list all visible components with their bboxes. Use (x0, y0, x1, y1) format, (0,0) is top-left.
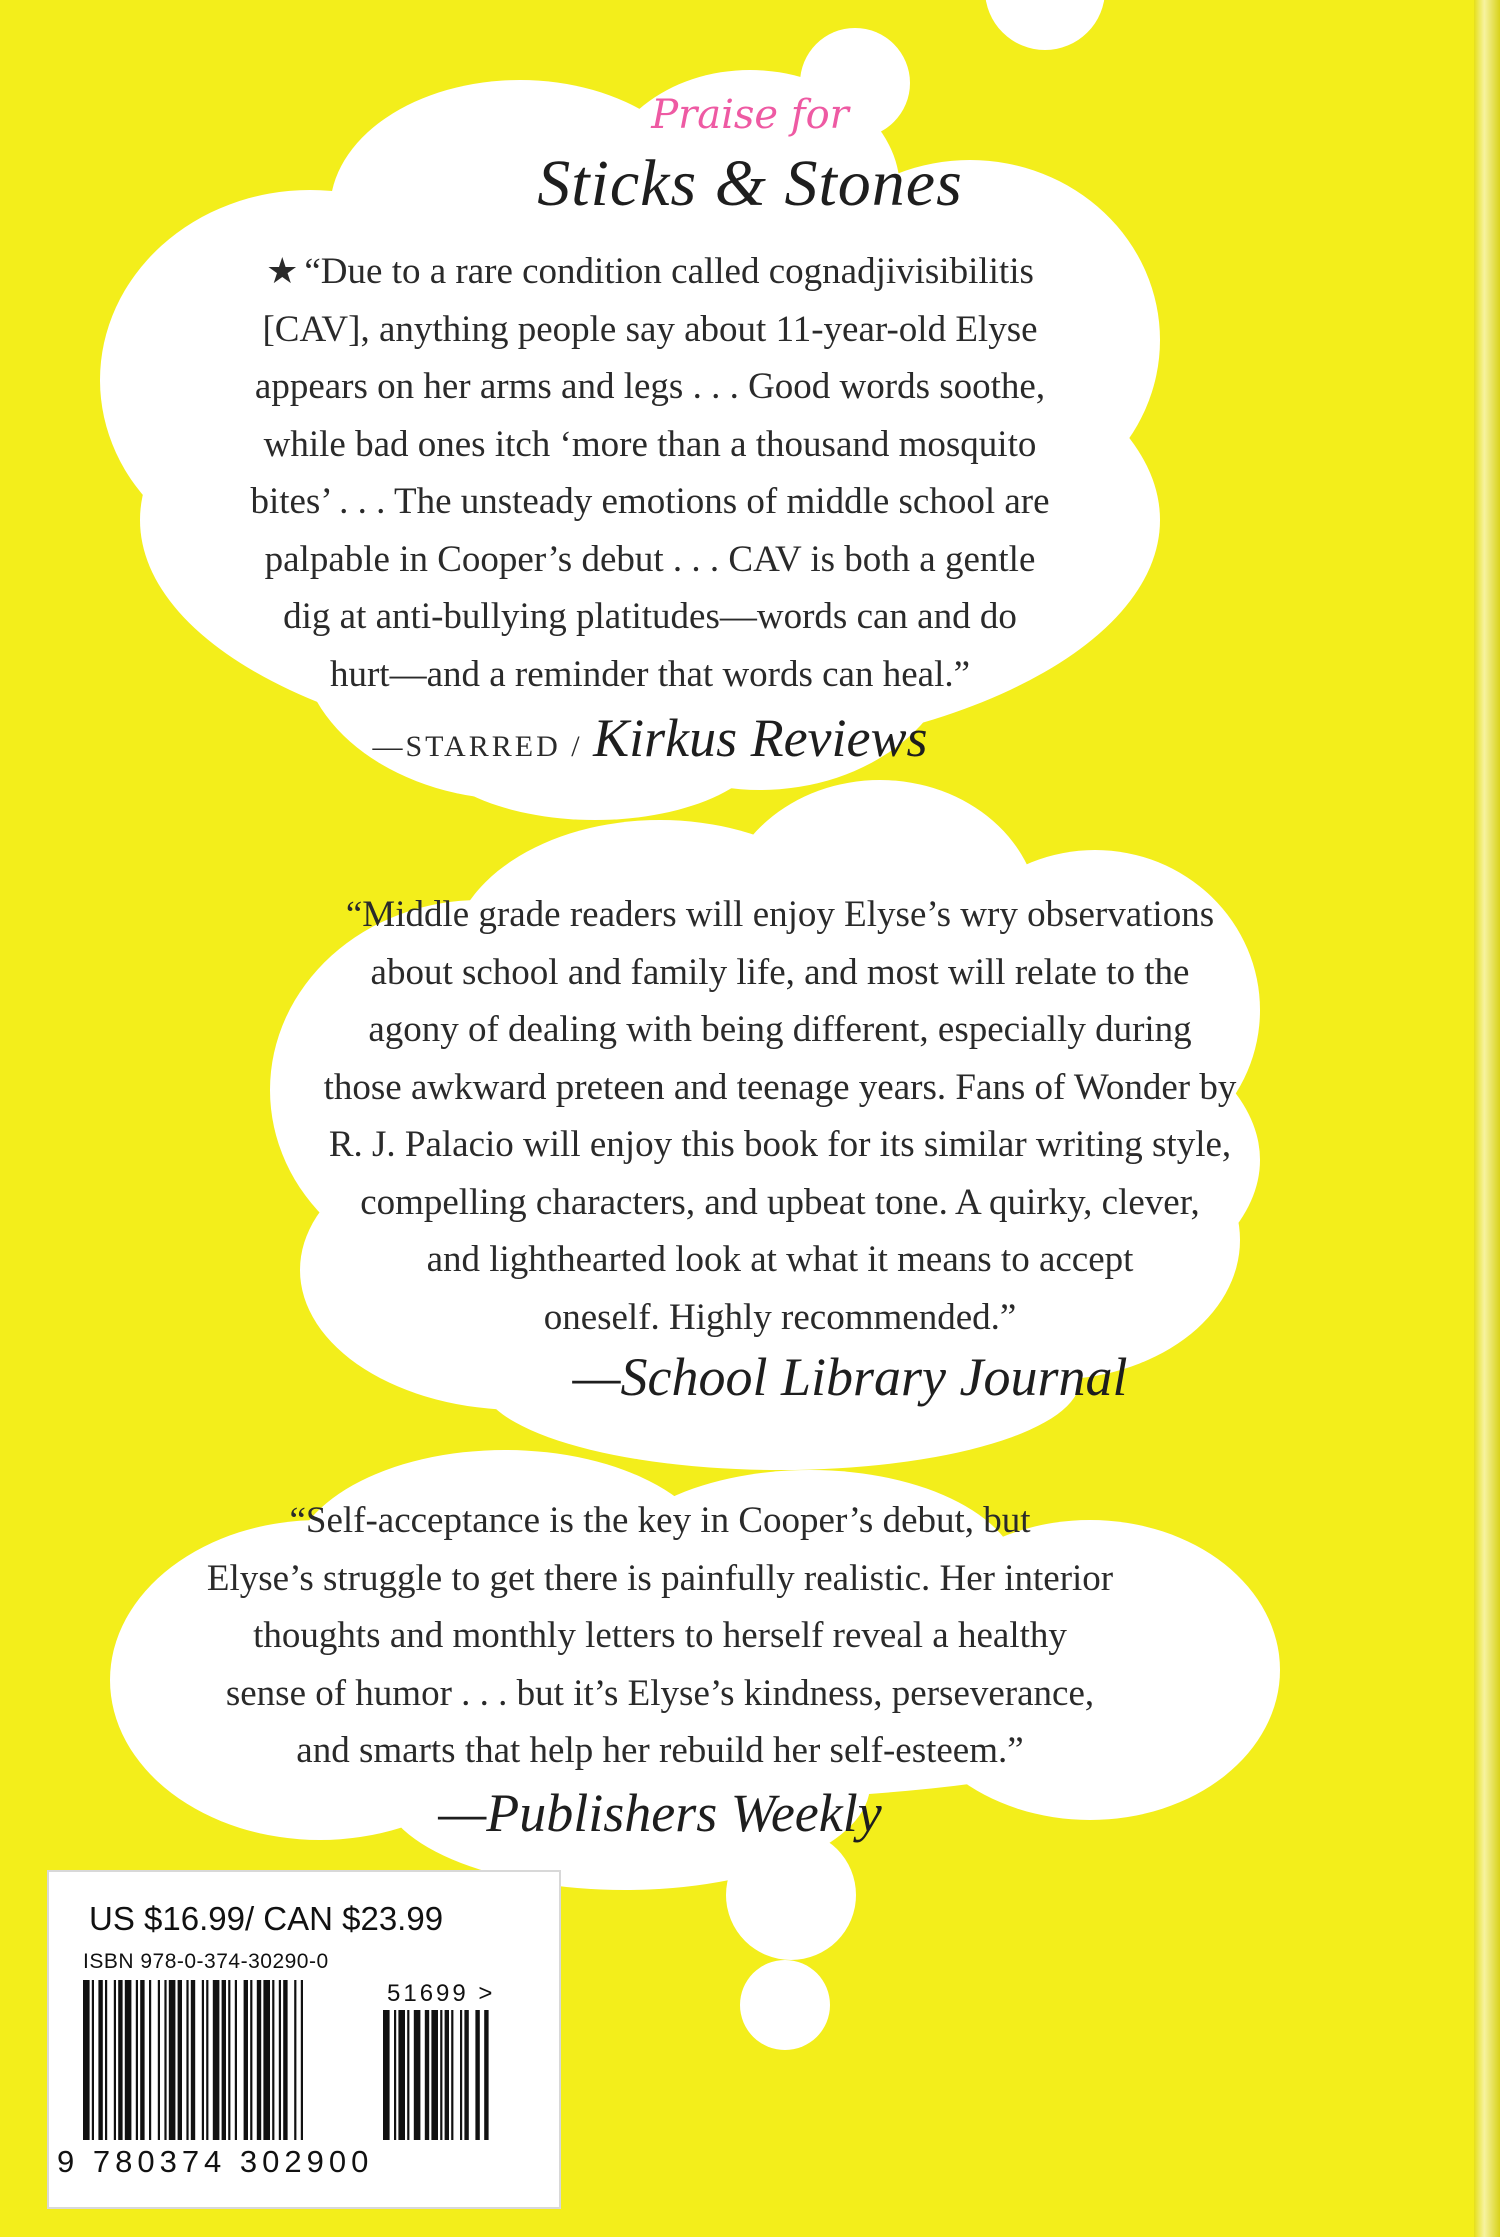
review-1-attribution (140, 707, 1160, 769)
barcode-bar (222, 1980, 226, 2140)
barcode-bar (105, 1980, 107, 2140)
price-text: US $16.99/ CAN $23.99 (89, 1900, 444, 1937)
barcode-bar (283, 1980, 287, 2140)
quote-line: while bad ones itch ‘more than a thousand mosquito (263, 423, 1037, 465)
barcode-bar (279, 1980, 281, 2140)
bubble-top-right-small (1050, 0, 1094, 22)
review-2-quote (300, 886, 1260, 1346)
quote-line: appears on her arms and legs . . . Good words soothe, (254, 366, 1046, 407)
barcode-bar (475, 2010, 479, 2140)
review-3 (130, 1492, 1190, 1844)
review-1 (140, 243, 1160, 769)
quote-line: dig at anti-bullying platitudes—words can and do (283, 596, 1017, 637)
barcode-bar (178, 1980, 182, 2140)
spine-edge (1474, 0, 1500, 2237)
review-2 (300, 886, 1260, 1408)
barcode-bar (398, 2010, 405, 2140)
quote-line: agony of dealing with being different, especially during (368, 1009, 1192, 1050)
barcode-bar (431, 2010, 438, 2140)
barcode-bar (136, 1980, 138, 2140)
barcode-bar (149, 1980, 151, 2140)
book-title: Sticks & Stones (537, 147, 963, 220)
quote-line: ★ “Due to a rare condition called cognadjivisibilitis (266, 251, 1034, 292)
star-icon: ★ (266, 251, 299, 291)
barcode-bar (414, 2010, 421, 2140)
barcode-bar (125, 1980, 132, 2140)
quote-line: palpable in Cooper’s debut . . . CAV is both a gentle (264, 538, 1036, 580)
review-1-quote (140, 243, 1160, 703)
barcode-bar (407, 2010, 409, 2140)
barcode-bar (250, 1980, 252, 2140)
quote-line: R. J. Palacio will enjoy this book for its similar writing style, (328, 1124, 1232, 1165)
praise-for-heading: Praise for (651, 92, 849, 138)
barcode-bar (451, 2010, 453, 2140)
barcode-bar (164, 1980, 166, 2140)
barcode-bar (263, 1980, 270, 2140)
barcode-label (47, 1870, 561, 2209)
quote-line: compelling characters, and upbeat tone. A quirky, clever, (360, 1181, 1200, 1223)
barcode-bar (98, 1980, 102, 2140)
barcode-bar (301, 1980, 303, 2140)
barcode-bar (213, 1980, 220, 2140)
barcode-bar (440, 2010, 442, 2140)
barcode-bar (383, 2010, 390, 2140)
review-source: Kirkus Reviews (593, 708, 928, 768)
quote-line: “Middle grade readers will enjoy Elyse’s wry observations (345, 894, 1215, 935)
barcode-bar (114, 1980, 116, 2140)
barcode-bar (140, 1980, 144, 2140)
barcode-bar (83, 1980, 90, 2140)
barcode-bar (202, 1980, 204, 2140)
barcode-bar (158, 1980, 160, 2140)
barcode-bar (206, 1980, 208, 2140)
attribution-prefix: —STARRED / (372, 730, 594, 763)
ean-digits: 9 780374 302900 (57, 2144, 374, 2179)
barcode-bar (257, 1980, 261, 2140)
quote-line: “Self-acceptance is the key in Cooper’s debut, but (289, 1500, 1031, 1541)
quote-line: bites’ . . . The unsteady emotions of middle school are (250, 481, 1050, 522)
barcode-bar (425, 2010, 429, 2140)
addon-code: 51699 > (387, 1980, 496, 2007)
barcode-bar (186, 1980, 188, 2140)
quote-line: [CAV], anything people say about 11-year-old Elyse (262, 308, 1038, 350)
quote-line: and lighthearted look at what it means to accept (426, 1239, 1134, 1280)
barcode-bar (169, 1980, 176, 2140)
isbn-text: ISBN 978-0-374-30290-0 (83, 1950, 329, 1973)
quote-line: those awkward preteen and teenage years. Fans of Wonder by (323, 1066, 1237, 1108)
barcode-bar (272, 1980, 274, 2140)
barcode-bar (235, 1980, 237, 2140)
barcode-bar (460, 2010, 462, 2140)
quote-line: thoughts and monthly letters to herself reveal a healthy (253, 1615, 1067, 1656)
review-3-quote (130, 1492, 1190, 1780)
barcode-bar (464, 2010, 468, 2140)
barcode-bar (394, 2010, 396, 2140)
barcode-bar (244, 1980, 248, 2140)
review-source: —Publishers Weekly (438, 1782, 882, 1843)
barcode-bar (228, 1980, 230, 2140)
barcode-bar (445, 2010, 449, 2140)
bubble-lower-2 (740, 1960, 830, 2050)
barcode-bar (484, 2010, 488, 2140)
quote-line: Elyse’s struggle to get there is painfully realistic. Her interior (206, 1557, 1114, 1599)
quote-line: and smarts that help her rebuild her self-esteem.” (296, 1730, 1024, 1771)
barcode-bar (118, 1980, 122, 2140)
barcode-bar (294, 1980, 296, 2140)
quote-line: sense of humor . . . but it’s Elyse’s kindness, perseverance, (225, 1672, 1095, 1714)
barcode-bar (191, 1980, 195, 2140)
quote-line: about school and family life, and most will relate to the (370, 951, 1190, 993)
quote-line: oneself. Highly recommended.” (543, 1296, 1017, 1338)
review-source: —School Library Journal (572, 1347, 1128, 1407)
barcode-bar (92, 1980, 94, 2140)
quote-line: hurt—and a reminder that words can heal.” (329, 653, 971, 695)
